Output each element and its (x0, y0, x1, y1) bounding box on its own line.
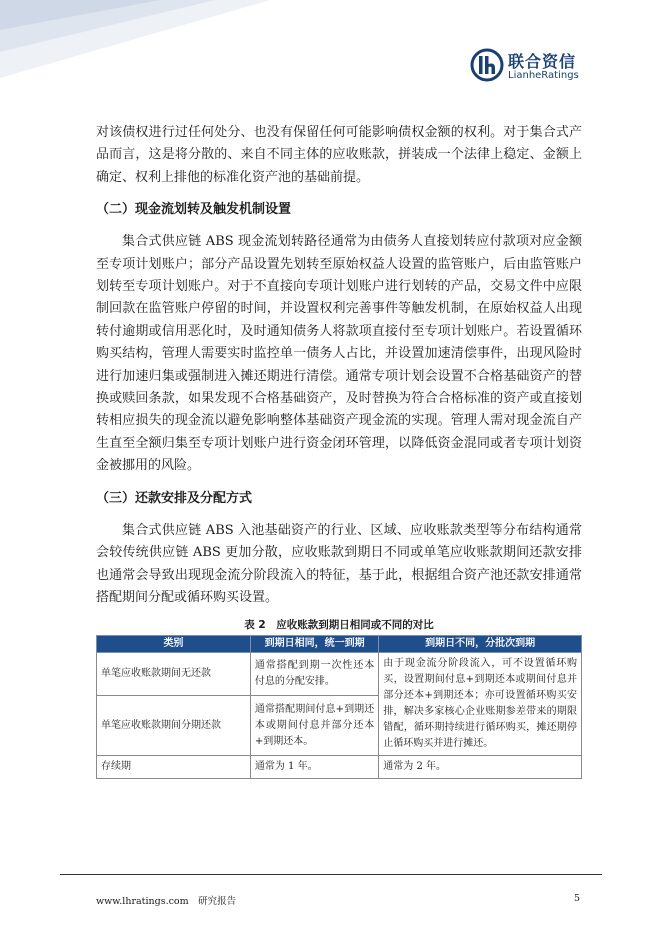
table-cell: 存续期 (97, 756, 251, 779)
table-cell: 通常为 1 年。 (250, 756, 378, 779)
report-body (96, 122, 582, 779)
header-same-maturity: 到期日相同，统一到期 (250, 636, 378, 653)
logo-english-name: LianheRatings (508, 70, 579, 81)
table-row (97, 653, 582, 696)
paragraph-1: 对该债权进行过任何处分、也没有保留任何可能影响债权金额的权利。对于集合式产品而言，这是将分散的、来自不同主体的应收账款，拼装成一个法律上稳定、金额上确定、权利上排他的标准化资产池的基础前提。 (96, 125, 582, 185)
table-title: 表 2 应收账款到期日相同或不同的对比 (244, 619, 434, 632)
logo-chinese-name: 联合资信 (508, 52, 577, 71)
paragraph-2: 集合式供应链 ABS 现金流划转路径通常为由债务人直接划转应付款项对应金额至专项计划账户；部分产品设置先划转至原始权益人设置的监管账户，后由监管账户划转至专项计划账户。对于不直接向专项计划账户进行划转的产品，交易文件中应限制回款在监管账户停留的时间，并设置权利完善事件等触发机制，在原始权益人出现转付逾期或信用恶化时，及时通知债务人将款项直接付至专项计划账户。若设置循环购买结构，管理人需要实时监控单一债务人占比，并设置加速清偿事件，出现风险时进行加速归集或强制进入摊还期进行清偿。通常专项计划会设置不合格基础资产的替换或赎回条款，如果发现不合格基础资产，及时替换为符合合格标准的资产或直接划转相应损失的现金流以避免影响整体基础资产现金流的实现。管理人需对现金流自产生直至全额归集至专项计划账户进行资金闭环管理，以降低资金混同或者专项计划资金被挪用的风险。 (96, 234, 582, 474)
header-different-maturity: 到期日不同，分批次到期 (379, 636, 582, 653)
table-cell: 单笔应收账款期间分期还款 (97, 696, 251, 756)
table-cell: 通常搭配期间付息+到期还本或期间付息并部分还本+到期还本。 (250, 696, 378, 756)
table-cell-merged: 由于现金流分阶段流入，可不设置循环购买，设置期间付息+到期还本或期间付息并部分还本+到期还本；亦可设置循环购买安排，解决多家核心企业账期参差带来的期限错配，循环期持续进行循环购买，摊还期停止循环购买并进行摊还。 (379, 653, 582, 756)
section-heading-cashflow: （二）现金流划转及触发机制设置 (96, 202, 292, 218)
table-cell: 单笔应收账款期间无还款 (97, 653, 251, 696)
footer-website: www.lhratings.com 研究报告 (96, 896, 237, 907)
paragraph-3: 集合式供应链 ABS 入池基础资产的行业、区域、应收账款类型等分布结构通常会较传统供应链 ABS 更加分散，应收账款到期日不同或单笔应收账款期间还款安排也通常会导致出现现金流分阶段流入的特征，基于此，根据组合资产池还款安排通常搭配期间分配或循环购买设置。 (96, 522, 582, 605)
table-cell: 通常搭配到期一次性还本付息的分配安排。 (250, 653, 378, 696)
section-heading-repayment: （三）还款安排及分配方式 (96, 490, 253, 506)
header-decorative-stripes (0, 0, 270, 80)
table-row (97, 756, 582, 779)
table-cell: 通常为 2 年。 (379, 756, 582, 779)
lianhe-logo-icon (470, 48, 504, 82)
footer-divider (60, 874, 602, 875)
page-number: 5 (574, 893, 581, 904)
comparison-table (96, 635, 582, 779)
header-category: 类别 (97, 636, 251, 653)
company-logo (470, 48, 600, 88)
table-header-row (97, 636, 582, 653)
